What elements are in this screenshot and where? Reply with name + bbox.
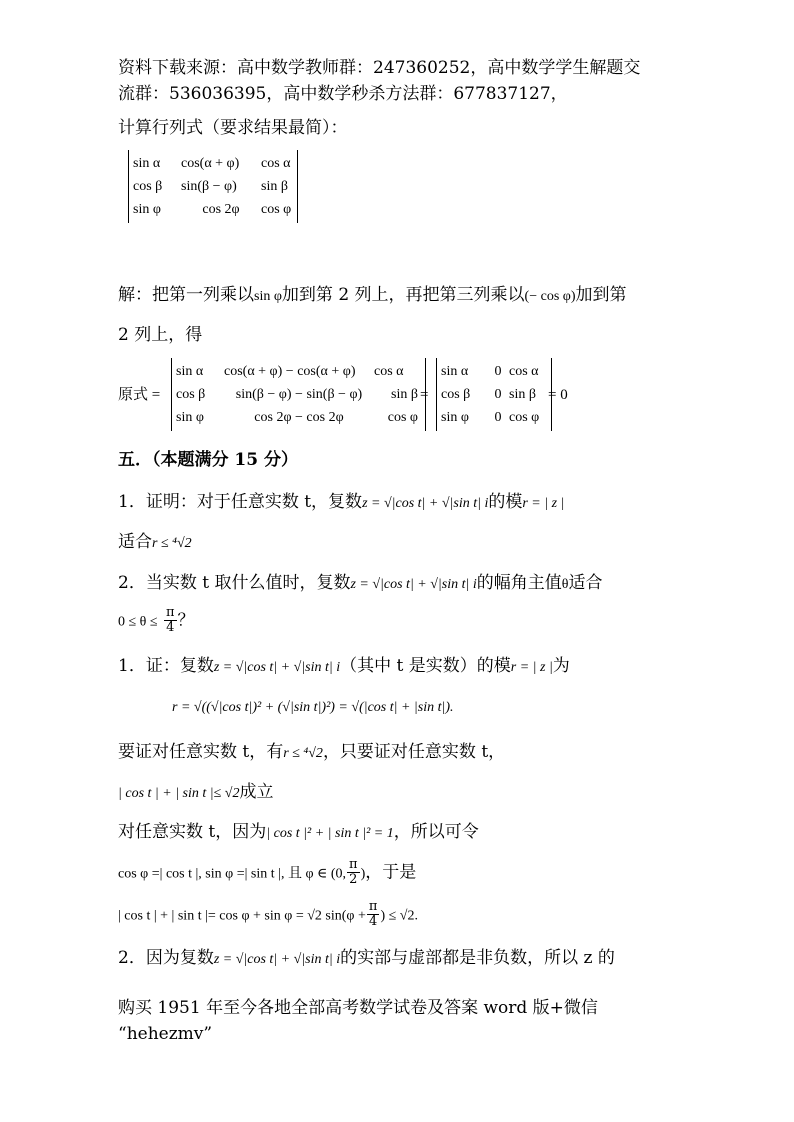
det-cell: sin(β − φ) − sin(β − φ) xyxy=(235,387,363,403)
proof-text: 1．证：复数 xyxy=(118,656,214,676)
proof-text: 的实部与虚部都是非负数，所以 z 的 xyxy=(340,948,615,968)
det-cell: cos(α + φ) − cos(α + φ) xyxy=(224,364,356,379)
det-cell: 0 xyxy=(494,364,502,379)
footer-line-2: “hehezmv” xyxy=(118,1024,213,1044)
det-cell: sin φ xyxy=(133,202,161,218)
proof-text: 为 xyxy=(552,656,570,676)
proof-line-1 xyxy=(118,656,570,677)
solution-lhs: 原式 = xyxy=(118,387,161,403)
math-expression: r ≤ ⁴√2 xyxy=(152,536,192,551)
proof-line-5 xyxy=(118,858,416,888)
solution-determinant-expanded xyxy=(171,358,429,431)
det-cell: cos(α + φ) xyxy=(181,156,240,171)
det-cell: sin α xyxy=(176,364,204,379)
det-cell: cos φ xyxy=(509,410,540,426)
math-expression: ) ≤ √2. xyxy=(380,908,418,924)
det-cell: cos β xyxy=(176,387,206,403)
math-expression: | cos t | + | sin t |= cos φ + sin φ = √2 sin(φ + xyxy=(118,908,366,924)
fraction-denominator: 4 xyxy=(369,914,378,930)
proof-line-3 xyxy=(118,782,274,803)
solution-text: 加到第 xyxy=(575,285,627,305)
proof-text: 成立 xyxy=(239,782,274,802)
header-line-2: 流群：536036395，高中数学秒杀方法群：677837127， xyxy=(118,84,568,104)
math-expression: | cos t | + | sin t |≤ √2 xyxy=(118,786,240,801)
det-cell: sin β xyxy=(509,387,536,403)
math-expression: (− cos φ) xyxy=(524,289,576,304)
det-cell: cos β xyxy=(441,387,471,403)
section-title: 五．（本题满分 15 分） xyxy=(118,450,298,470)
math-expression: z = √|cos t| + √|sin t| i xyxy=(213,660,341,675)
problem-determinant xyxy=(128,150,298,223)
det-cell: sin φ xyxy=(441,410,469,426)
proof-formula: r = √((√|cos t|)² + (√|sin t|)²) = √(|cos t| + |sin t|). xyxy=(172,700,454,715)
proof-line-7 xyxy=(118,948,615,969)
proof-text: 2．因为复数 xyxy=(118,948,214,968)
math-expression: cos φ =| cos t |, sin φ =| sin t |, 且 φ ∈ (0, xyxy=(118,866,347,882)
math-symbol: θ xyxy=(561,577,569,592)
question-2-cont xyxy=(118,606,195,636)
det-cell: cos φ xyxy=(261,202,292,218)
footer-line-1: 购买 1951 年至今各地全部高考数学试卷及答案 word 版+微信 xyxy=(118,998,598,1018)
math-expression: | cos t |² + | sin t |² = 1 xyxy=(266,826,394,841)
fraction xyxy=(347,858,360,888)
proof-line-4 xyxy=(118,822,479,843)
question-2 xyxy=(118,573,602,594)
det-cell: sin α xyxy=(133,156,161,171)
det-cell: cos 2φ xyxy=(202,202,240,218)
problem-prompt: 计算行列式（要求结果最简）： xyxy=(118,118,348,138)
det-cell: cos α xyxy=(374,364,404,379)
question-text: 2．当实数 t 取什么值时，复数 xyxy=(118,573,351,593)
proof-line-6 xyxy=(118,900,418,930)
question-text: 的模 xyxy=(488,492,523,512)
solution-text: 解：把第一列乘以 xyxy=(118,285,254,305)
proof-text: 要证对任意实数 t，有 xyxy=(118,742,284,762)
det-cell: sin β xyxy=(261,179,288,195)
det-cell: 0 xyxy=(494,410,502,426)
det-cell: sin(β − φ) xyxy=(181,179,237,195)
math-expression: z = √|cos t| + √|sin t| i xyxy=(350,577,477,592)
det-cell: cos φ xyxy=(387,410,418,426)
proof-text: （其中 t 是实数）的模 xyxy=(340,656,511,676)
proof-text: ，所以可令 xyxy=(393,822,479,842)
math-expression: r = | z | xyxy=(522,496,565,511)
question-text: ？ xyxy=(177,610,195,631)
det-cell: sin α xyxy=(441,364,469,379)
det-cell: 0 xyxy=(494,387,502,403)
solution-text: 加到第 2 列上，再把第三列乘以 xyxy=(281,285,525,305)
fraction xyxy=(367,900,380,930)
fraction-denominator: 4 xyxy=(166,620,175,636)
solution-line-1 xyxy=(118,285,627,306)
math-expression: sin φ xyxy=(254,289,282,304)
fraction-numerator: π xyxy=(165,605,175,620)
question-1-cont xyxy=(118,532,192,553)
proof-text: ，只要证对任意实数 t， xyxy=(322,742,506,762)
proof-line-2 xyxy=(118,742,505,763)
det-cell: cos α xyxy=(509,364,539,379)
question-text: 的幅角主值 xyxy=(476,573,562,593)
det-cell: cos α xyxy=(261,156,291,171)
fraction-numerator: π xyxy=(349,857,358,872)
question-text: 适合 xyxy=(118,532,152,552)
fraction-numerator: π xyxy=(368,899,378,914)
solution-line-2: 2 列上，得 xyxy=(118,325,203,345)
math-expression: z = √|cos t| + √|sin t| i xyxy=(213,952,341,967)
det-cell: sin β xyxy=(391,387,418,403)
solution-determinant-reduced xyxy=(436,358,552,431)
result: = 0 xyxy=(548,387,568,403)
math-expression: 0 ≤ θ ≤ xyxy=(118,614,158,630)
fraction xyxy=(164,606,177,636)
question-text: 适合 xyxy=(568,573,603,593)
det-cell: cos β xyxy=(133,179,163,195)
det-cell: sin φ xyxy=(176,410,204,426)
proof-text: 对任意实数 t，因为 xyxy=(118,822,267,842)
math-expression: ) xyxy=(360,866,366,882)
math-expression: z = √|cos t| + √|sin t| i xyxy=(362,496,489,511)
fraction-denominator: 2 xyxy=(349,872,358,888)
proof-text: ，于是 xyxy=(365,862,417,883)
question-1 xyxy=(118,492,564,513)
math-expression: r ≤ ⁴√2 xyxy=(283,746,323,761)
det-cell: cos 2φ − cos 2φ xyxy=(254,410,344,426)
header-line-1: 资料下载来源：高中数学教师群：247360252，高中数学学生解题交 xyxy=(118,58,641,78)
question-text: 1．证明：对于任意实数 t，复数 xyxy=(118,492,363,512)
equals-sign: = xyxy=(420,387,429,403)
math-expression: r = | z | xyxy=(510,660,553,675)
